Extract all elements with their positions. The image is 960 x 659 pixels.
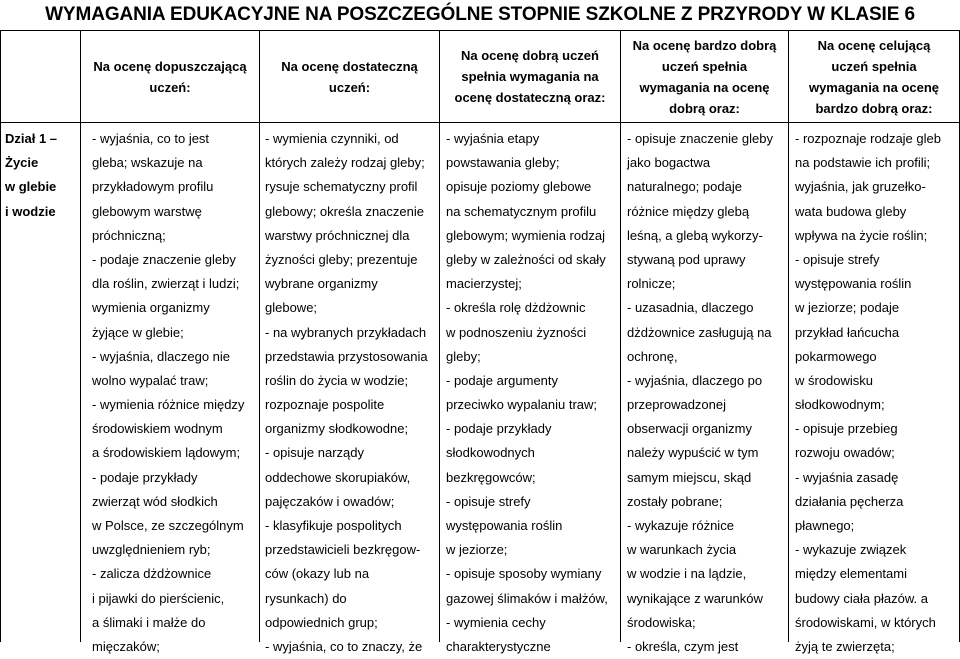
requirement-line: zwierząt wód słodkich — [92, 493, 218, 509]
requirement-line: - wymienia czynniki, od — [265, 131, 399, 146]
requirement-line: przykładowym profilu — [92, 179, 214, 195]
header-bardzo-dobra — [621, 31, 788, 122]
requirement-line: słodkowodnych — [446, 445, 535, 461]
requirement-line: gazowej ślimaków i małżów, — [446, 590, 608, 606]
section-line: Życie — [5, 155, 39, 171]
requirement-line: na podstawie ich profili; — [795, 155, 931, 171]
requirement-line: oddechowe skorupiaków, — [265, 469, 411, 485]
requirement-line: - rozpoznaje rodzaje gleb — [795, 131, 941, 146]
header-line: wymagania na ocenę — [808, 79, 940, 95]
header-celujaca — [789, 31, 959, 122]
requirements-dostateczna — [265, 127, 428, 659]
requirement-line: - opisuje przebieg — [795, 421, 898, 437]
requirement-line: wolno wypalać traw; — [92, 372, 209, 388]
requirement-line: środowiskami, w których — [795, 614, 936, 630]
requirement-line: - wyjaśnia, co to znaczy, że — [265, 638, 423, 654]
requirement-line: wybrane organizmy — [265, 276, 378, 292]
requirement-line: przykład łańcucha — [795, 324, 900, 340]
requirement-line: glebowy; określa znaczenie — [265, 203, 424, 219]
requirement-line: glebowym; wymienia rodzaj — [446, 227, 605, 243]
requirement-line: rozwoju owadów; — [795, 445, 895, 461]
requirement-line: mięczaków; — [92, 638, 160, 654]
requirement-line: w warunkach życia — [627, 542, 737, 558]
requirement-line: - wyjaśnia zasadę — [795, 469, 899, 485]
page-title: WYMAGANIA EDUKACYJNE NA POSZCZEGÓLNE STOPNIE SZKOLNE Z PRZYRODY W KLASIE 6 — [45, 4, 915, 25]
requirement-line: rozpoznaje pospolite — [265, 397, 385, 413]
requirements-bardzo-dobra — [627, 127, 773, 659]
requirement-line: a środowiskiem lądowym; — [92, 445, 241, 461]
requirement-line: między elementami — [795, 566, 907, 582]
requirement-line: wata budowa gleby — [795, 203, 907, 219]
header-dopuszczajaca — [81, 31, 259, 122]
requirement-line: - wymienia różnice między — [92, 397, 245, 413]
requirement-line: odpowiednich grup; — [265, 614, 378, 630]
requirement-line: zostały pobrane; — [627, 493, 723, 509]
requirements-celujaca — [795, 127, 941, 659]
requirement-line: żyją te zwierzęta; — [795, 638, 895, 654]
requirement-line: - wyjaśnia etapy — [446, 131, 540, 146]
header-line: Na ocenę dostateczną — [281, 58, 418, 74]
requirement-line: w Polsce, ze szczególnym — [92, 518, 244, 533]
col-divider — [0, 30, 1, 642]
requirement-line: słodkowodnym; — [795, 397, 885, 413]
requirement-line: rysunkach) do — [265, 590, 347, 606]
header-bottom-border — [0, 122, 960, 123]
requirement-line: których zależy rodzaj gleby; — [265, 155, 425, 171]
requirement-line: charakterystyczne — [446, 638, 551, 654]
requirement-line: warstwy próchnicznej dla — [265, 227, 410, 243]
requirement-line: w jeziorze; podaje — [795, 300, 900, 316]
requirement-line: - na wybranych przykładach — [265, 324, 427, 340]
requirement-line: gleba; wskazuje na — [92, 155, 203, 171]
requirement-line: - podaje znaczenie gleby — [92, 251, 236, 267]
requirement-line: wymienia organizmy — [92, 300, 210, 316]
requirement-line: występowania roślin — [795, 276, 912, 292]
requirement-line: - opisuje znaczenie gleby — [627, 131, 773, 146]
requirement-line: jako bogactwa — [627, 155, 711, 171]
requirement-line: ców (okazy lub na — [265, 566, 370, 582]
requirement-line: - podaje przykłady — [92, 469, 198, 485]
requirement-line: bezkręgowców; — [446, 469, 536, 485]
requirement-line: żyzności gleby; prezentuje — [265, 251, 418, 267]
requirement-line: przedstawia przystosowania — [265, 348, 428, 364]
requirement-line: obserwacji organizmy — [627, 421, 752, 437]
section-line: i wodzie — [5, 203, 56, 219]
requirement-line: gleby; — [446, 348, 481, 364]
requirement-line: - uzasadnia, dlaczego — [627, 300, 754, 316]
requirement-line: macierzystej; — [446, 276, 522, 292]
section-line: w glebie — [5, 179, 57, 195]
requirements-dobra — [446, 127, 608, 659]
requirement-line: wpływa na życie roślin; — [795, 227, 928, 243]
requirement-line: gleby w zależności od skały — [446, 251, 606, 267]
requirement-line: naturalnego; podaje — [627, 179, 742, 195]
requirement-line: a ślimaki i małże do — [92, 614, 206, 630]
header-line: bardzo dobrą oraz: — [815, 100, 933, 116]
requirement-line: wynikające z warunków — [627, 590, 763, 606]
requirement-line: pajęczaków i owadów; — [265, 493, 395, 509]
requirement-line: rolnicze; — [627, 276, 676, 292]
requirement-line: - opisuje sposoby wymiany — [446, 566, 602, 582]
requirement-line: - wyjaśnia, dlaczego nie — [92, 348, 231, 364]
header-line: Na ocenę bardzo dobrą — [632, 37, 777, 53]
header-line: Na ocenę dopuszczającą — [93, 58, 247, 74]
header-dobra — [440, 31, 620, 122]
requirement-line: w jeziorze; — [446, 542, 508, 558]
requirement-line: - wyjaśnia, dlaczego po — [627, 372, 763, 388]
requirement-line: - określa, czym jest — [627, 638, 739, 654]
requirement-line: środowiska; — [627, 614, 696, 630]
section-line: Dział 1 – — [5, 131, 58, 146]
requirement-line: należy wypuścić w tym — [627, 445, 759, 461]
requirement-line: - opisuje strefy — [795, 251, 880, 267]
requirement-line: w środowisku — [795, 372, 874, 388]
requirement-line: - wymienia cechy — [446, 614, 546, 630]
requirement-line: opisuje poziomy glebowe — [446, 179, 592, 195]
requirement-line: organizmy słodkowodne; — [265, 421, 409, 437]
requirement-line: - podaje przykłady — [446, 421, 552, 437]
requirement-line: wyjaśnia, jak gruzełko- — [795, 179, 926, 195]
header-line: uczeń spełnia — [661, 58, 748, 74]
header-line: Na ocenę celującą — [817, 37, 931, 53]
header-line: dobrą oraz: — [669, 100, 740, 116]
header-line: uczeń: — [328, 79, 371, 95]
requirement-line: dżdżownice zasługują na — [627, 324, 772, 340]
requirement-line: samym miejscu, skąd — [627, 469, 752, 485]
requirement-line: - opisuje strefy — [446, 493, 531, 509]
requirement-line: pławnego; — [795, 518, 855, 533]
requirement-line: w podnoszeniu żyzności — [446, 324, 587, 340]
requirement-line: - wykazuje związek — [795, 542, 907, 558]
header-line: wymagania na ocenę — [639, 79, 770, 95]
requirement-line: leśną, a glebą wykorzy- — [627, 227, 763, 243]
requirement-line: glebowe; — [265, 300, 318, 316]
requirement-line: rysuje schematyczny profil — [265, 179, 418, 195]
header-line: spełnia wymagania na — [461, 69, 599, 84]
section-label — [5, 127, 57, 224]
requirement-line: - zalicza dżdżownice — [92, 566, 212, 582]
requirement-line: przeciwko wypalaniu traw; — [446, 397, 598, 413]
requirement-line: - określa rolę dżdżownic — [446, 300, 586, 316]
requirement-line: różnice między glebą — [627, 203, 750, 219]
requirement-line: ochronę, — [627, 348, 678, 364]
requirement-line: występowania roślin — [446, 518, 563, 533]
requirements-dopuszczajaca — [92, 127, 244, 659]
requirement-line: żyjące w glebie; — [92, 324, 184, 340]
header-line: uczeń: — [149, 79, 191, 95]
requirement-line: środowiskiem wodnym — [92, 421, 223, 437]
requirement-line: stywaną pod uprawy — [627, 251, 746, 267]
requirement-line: pokarmowego — [795, 348, 877, 364]
requirement-line: glebowym warstwę — [92, 203, 202, 219]
requirement-line: roślin do życia w wodzie; — [265, 372, 409, 388]
requirement-line: w wodzie i na lądzie, — [627, 566, 747, 582]
requirement-line: działania pęcherza — [795, 493, 904, 509]
requirement-line: dla roślin, zwierząt i ludzi; — [92, 276, 240, 292]
requirement-line: - klasyfikuje pospolitych — [265, 518, 402, 533]
requirement-line: przedstawicieli bezkręgow- — [265, 542, 421, 558]
header-line: ocenę dostateczną oraz: — [454, 90, 606, 105]
requirement-line: próchniczną; — [92, 227, 166, 243]
header-dostateczna — [260, 31, 439, 122]
requirement-line: - podaje argumenty — [446, 372, 559, 388]
requirement-line: - wyjaśnia, co to jest — [92, 131, 210, 146]
requirement-line: - opisuje narządy — [265, 445, 364, 461]
header-line: Na ocenę dobrą uczeń — [461, 48, 599, 63]
header-line: uczeń spełnia — [831, 58, 917, 74]
requirement-line: - wykazuje różnice — [627, 518, 734, 533]
requirement-line: i pijawki do pierścienic, — [92, 590, 225, 606]
requirement-line: na schematycznym profilu — [446, 203, 597, 219]
requirement-line: powstawania gleby; — [446, 155, 560, 171]
requirement-line: przeprowadzonej — [627, 397, 727, 413]
requirement-line: budowy ciała płazów. a — [795, 590, 928, 606]
requirement-line: uwzględnieniem ryb; — [92, 542, 211, 558]
